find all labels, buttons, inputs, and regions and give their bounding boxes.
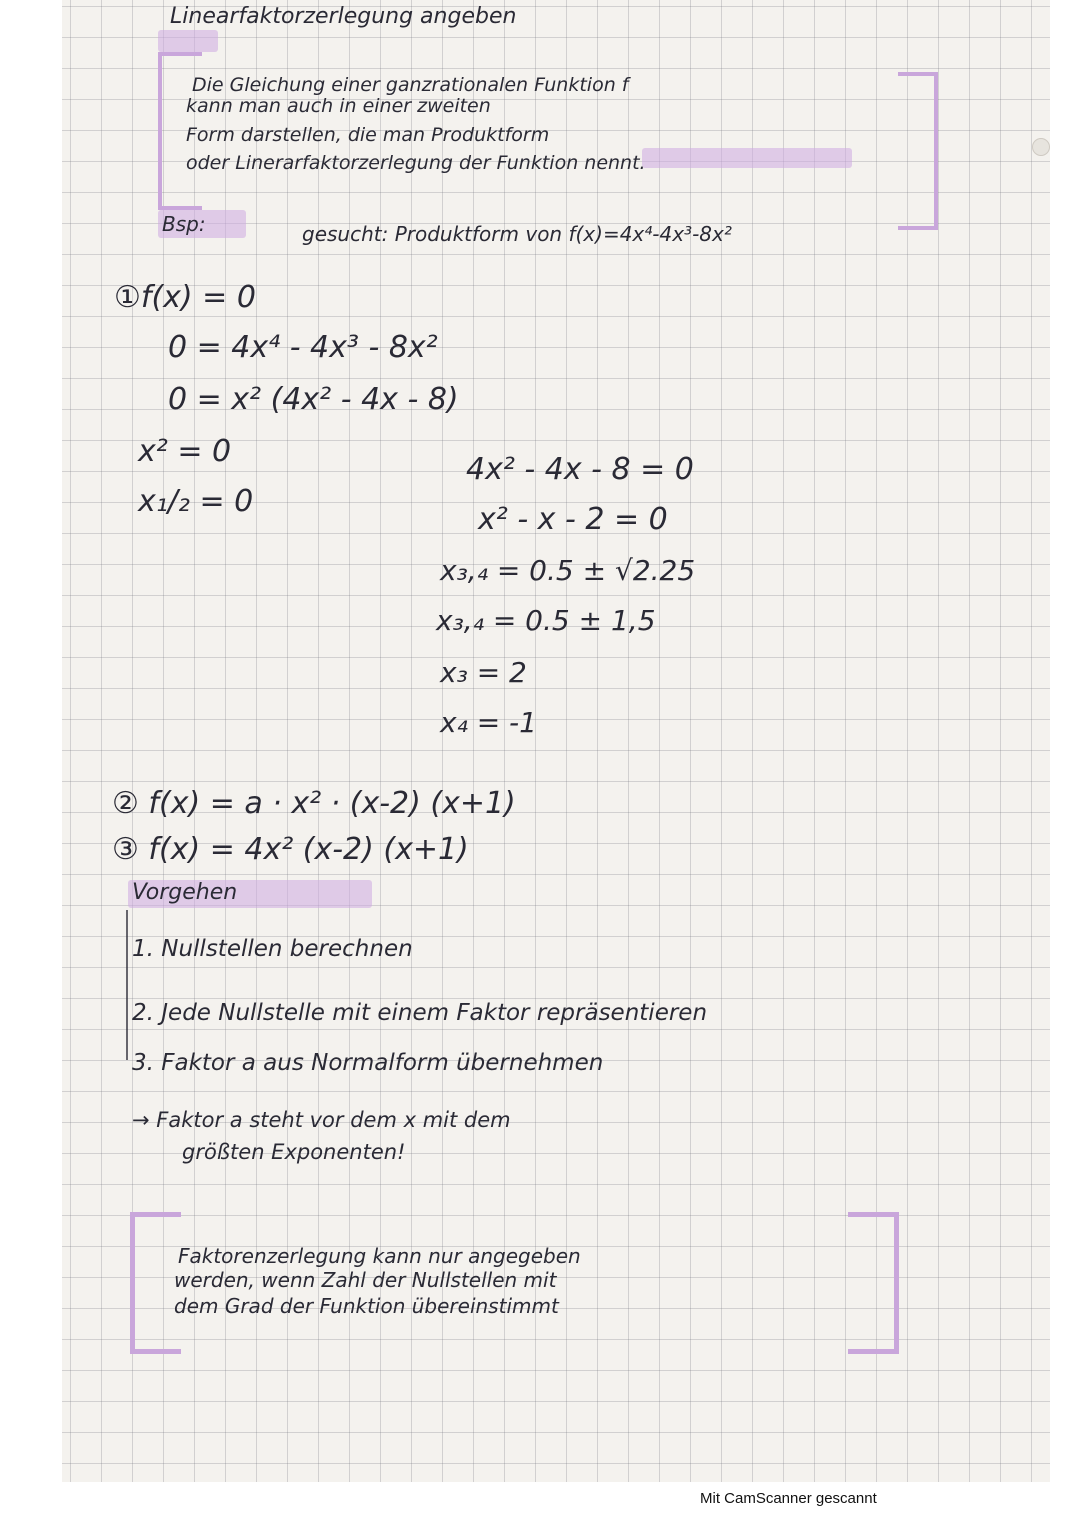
example-label: Bsp: [162,212,206,236]
quad-5: x₃ = 2 [440,656,527,689]
definition-bracket-right [898,72,938,230]
procedure-margin-line [126,910,128,1060]
page-title: Linearfaktorzerlegung angeben [170,4,517,29]
punch-hole [1032,138,1050,156]
quad-6: x₄ = -1 [440,706,537,739]
produktform-highlight [642,148,852,168]
definition-line-1: Die Gleichung einer ganzrationalen Funktion f [192,74,629,96]
step-5: x₁/₂ = 0 [138,484,254,519]
quad-4: x₃,₄ = 0.5 ± 1,5 [436,604,656,637]
step-4: x² = 0 [138,434,232,469]
quad-1: 4x² - 4x - 8 = 0 [466,452,694,487]
definition-line-4: oder Linerarfaktorzerlegung der Funktion nennt. [186,152,646,174]
step-1: ①f(x) = 0 [114,280,256,315]
procedure-heading: Vorgehen [132,880,238,905]
quad-3: x₃,₄ = 0.5 ± √2.25 [440,554,696,587]
note-line-3: dem Grad der Funktion übereinstimmt [174,1294,559,1318]
result-3: ③ f(x) = 4x² (x-2) (x+1) [112,832,469,867]
step-3: 0 = x² (4x² - 4x - 8) [168,382,459,417]
result-2: ② f(x) = a · x² · (x-2) (x+1) [112,786,516,821]
procedure-item-2: 2. Jede Nullstelle mit einem Faktor repräsentieren [132,1000,708,1026]
scanner-footer: Mit CamScanner gescannt [700,1490,877,1507]
definition-line-2: kann man auch in einer zweiten [186,95,491,117]
step-2: 0 = 4x⁴ - 4x³ - 8x² [168,330,438,365]
example-search: gesucht: Produktform von f(x)=4x⁴-4x³-8x² [302,222,732,246]
note-line-1: Faktorenzerlegung kann nur angegeben [178,1244,581,1268]
procedure-item-1: 1. Nullstellen berechnen [132,936,413,962]
note-bracket-right [848,1212,899,1354]
procedure-item-4: → Faktor a steht vor dem x mit dem [132,1108,511,1132]
procedure-item-3: 3. Faktor a aus Normalform übernehmen [132,1050,604,1076]
title-highlight [158,30,218,52]
note-line-2: werden, wenn Zahl der Nullstellen mit [174,1268,557,1292]
quad-2: x² - x - 2 = 0 [478,502,668,537]
notebook-page [62,0,1050,1482]
procedure-item-5: größten Exponenten! [182,1140,406,1164]
definition-line-3: Form darstellen, die man Produktform [186,124,550,146]
